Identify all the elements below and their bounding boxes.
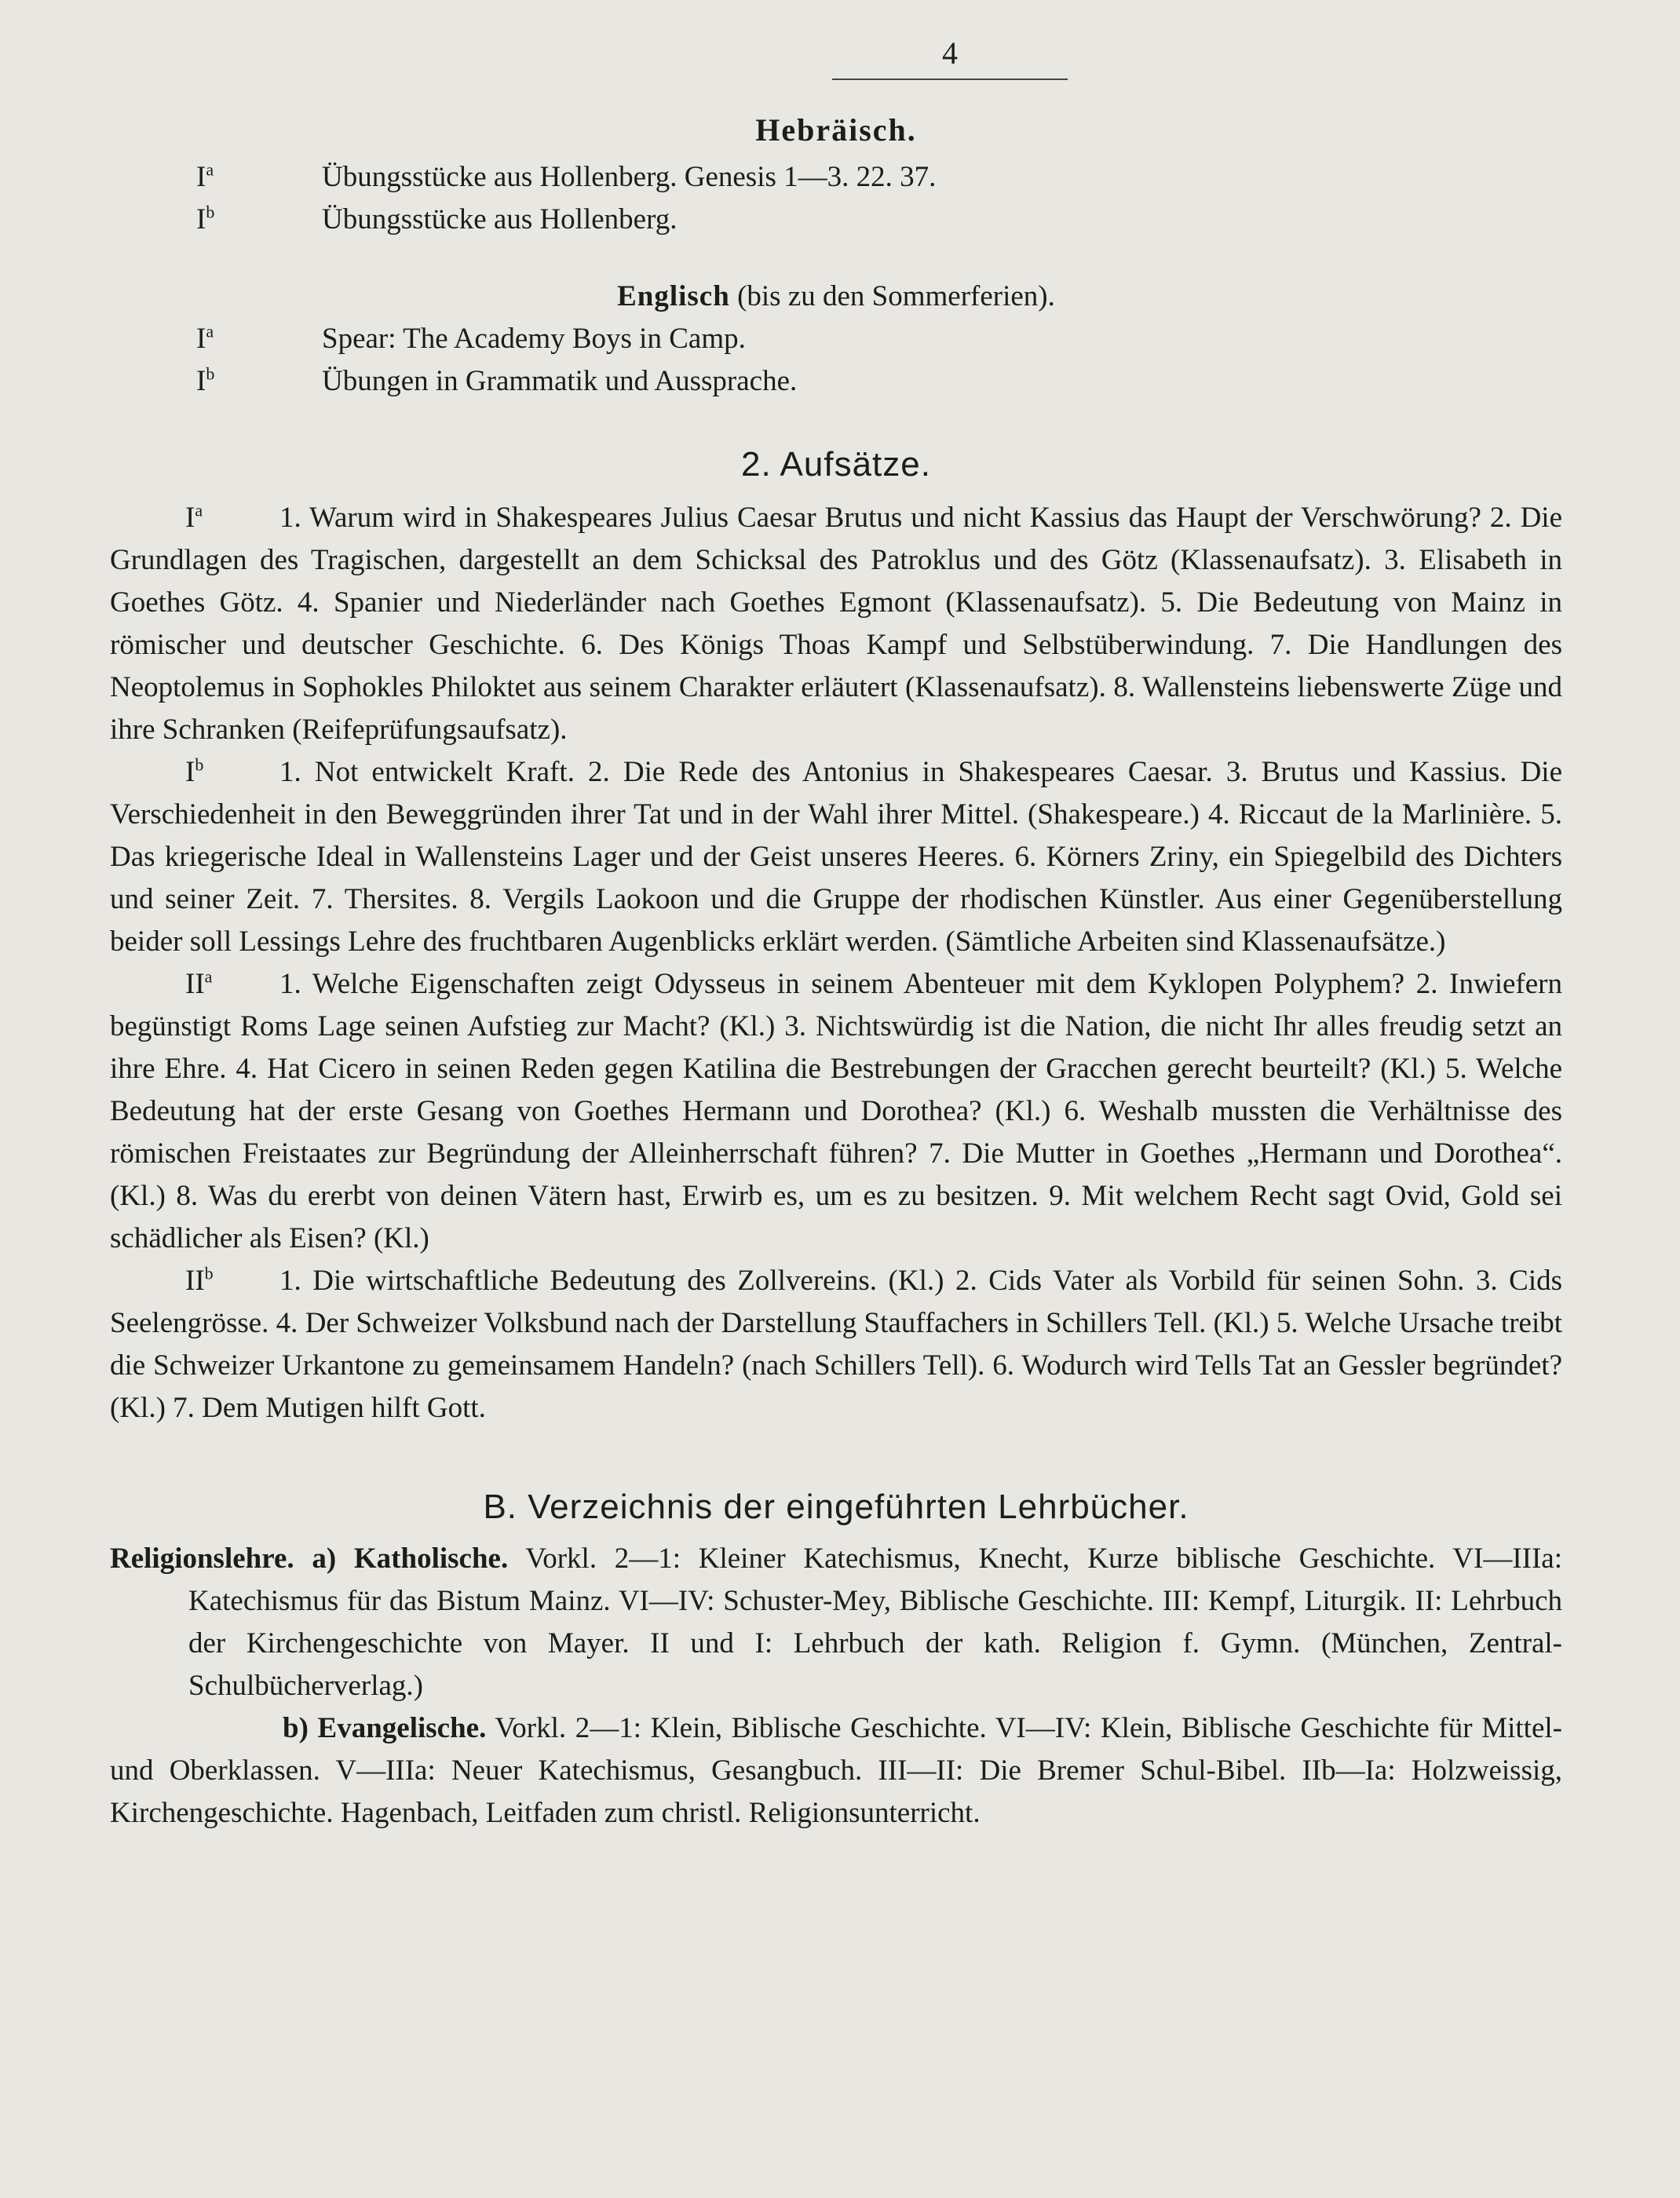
englisch-row xyxy=(110,360,1562,403)
page-number: 4 xyxy=(832,31,1068,80)
row-text: Übungen in Grammatik und Aussprache. xyxy=(322,365,798,397)
class-label: $I^b$ xyxy=(196,202,215,236)
englisch-row xyxy=(110,318,1562,360)
class-label: $II^a$ xyxy=(185,966,213,1000)
aufsatz-paragraph: $I^a$ 1. Warum wird in Shakespeares Julius Caesar Brutus und nicht Kassius das Haupt der Verschwörung? 2. Die Grundlagen des Tragischen, dargestellt an dem Schicksal des Patroklus und des Götz (Klassenaufsatz). 3. Elisabeth in Goethes Götz. 4. Spanier und Niederländer nach Goethes Egmont (Klassenaufsatz). 5. Die Bedeutung von Mainz in römischer und deutscher Geschichte. 6. Des Königs Thoas Kampf und Selbstüberwindung. 7. Die Handlungen des Neoptolemus in Sophokles Philoktet aus seinem Charakter erläutert (Klassenaufsatz). 8. Wallensteins liebenswerte Züge und ihre Schranken (Reifeprüfungsaufsatz). xyxy=(110,497,1562,751)
religion-katholisch-paragraph xyxy=(110,1538,1562,1707)
class-label: $II^b$ xyxy=(185,1263,214,1297)
class-label: $I^a$ xyxy=(185,500,203,534)
hebraeisch-row xyxy=(110,156,1562,199)
aufsatz-paragraph: $II^b$ 1. Die wirtschaftliche Bedeutung des Zollvereins. (Kl.) 2. Cids Vater als Vorbild für seinen Sohn. 3. Cids Seelengrösse. 4. Der Schweizer Volksbund nach der Darstellung Stauffachers in Schillers Tell. (Kl.) 5. Welche Ursache treibt die Schweizer Urkantone zu gemeinsamem Handeln? (nach Schillers Tell). 6. Wodurch wird Tells Tat an Gessler begründet? (Kl.) 7. Dem Mutigen hilft Gott. xyxy=(110,1260,1562,1429)
aufsatz-paragraph: $I^b$ 1. Not entwickelt Kraft. 2. Die Rede des Antonius in Shakespeares Caesar. 3. Brutus und Kassius. Die Verschiedenheit in den Beweggründen ihrer Tat und in der Wahl ihrer Mittel. (Shakespeare.) 4. Riccaut de la Marlinière. 5. Das kriegerische Ideal in Wallensteins Lager und der Geist unseres Heeres. 6. Körners Zriny, ein Spiegelbild des Dichters und seiner Zeit. 7. Thersites. 8. Vergils Laokoon und die Gruppe der rhodischen Künstler. Aus einer Gegenüberstellung beider soll Lessings Lehre des fruchtbaren Augenblicks erklärt werden. (Sämtliche Arbeiten sind Klassenaufsätze.) xyxy=(110,751,1562,963)
class-label: $I^a$ xyxy=(196,321,214,355)
religion-evangelisch-paragraph xyxy=(110,1707,1562,1835)
class-label: $I^b$ xyxy=(196,363,215,397)
section-title-hebraeisch: Hebräisch. xyxy=(755,112,917,148)
evangelisch-label: b) Evangelische. xyxy=(283,1712,487,1744)
section-title-lehrbuecher: B. Verzeichnis der eingeführten Lehrbücher. xyxy=(483,1488,1189,1526)
aufsatz-paragraph: $II^a$ 1. Welche Eigenschaften zeigt Odysseus in seinem Abenteuer mit dem Kyklopen Polyphem? 2. Inwiefern begünstigt Roms Lage seinen Aufstieg zur Macht? (Kl.) 3. Nichtswürdig ist die Nation, die nicht Ihr alles freudig setzt an ihre Ehre. 4. Hat Cicero in seinen Reden gegen Katilina die Bestrebungen der Gracchen gerecht beurteilt? (Kl.) 5. Welche Bedeutung hat der erste Gesang von Goethes Hermann und Dorothea? (Kl.) 6. Weshalb mussten die Verhältnisse des römischen Freistaates zur Begründung der Alleinherrschaft führen? 7. Die Mutter in Goethes „Hermann und Dorothea“. (Kl.) 8. Was du ererbt von deinen Vätern hast, Erwirb es, um es zu besitzen. 9. Mit welchem Recht sagt Ovid, Gold sei schädlicher als Eisen? (Kl.) xyxy=(110,963,1562,1260)
row-text: Spear: The Academy Boys in Camp. xyxy=(322,323,746,355)
row-text: Übungsstücke aus Hollenberg. xyxy=(322,203,677,236)
katholisch-label: a) Katholische. xyxy=(312,1543,509,1575)
class-label: $I^b$ xyxy=(185,754,204,788)
religion-label: Religionslehre. xyxy=(110,1543,294,1575)
section-title-englisch: Englisch (bis zu den Sommerferien). xyxy=(617,280,1055,312)
katholisch-text: Vorkl. 2—1: Kleiner Katechismus, Knecht, Kurze biblische Geschichte. VI—IIIa: Katechismus für das Bistum Mainz. VI—IV: Schuster-Mey, Biblische Geschichte. III: Kempf, Liturgik. II: Lehrbuch der Kirchengeschichte von Mayer. II und I: Lehrbuch der kath. Religion f. Gymn. (München, Zentral-Schulbücherverlag.) xyxy=(188,1543,1563,1702)
class-label: $I^a$ xyxy=(196,159,214,193)
hebraeisch-row xyxy=(110,199,1562,241)
evangelisch-text: Vorkl. 2—1: Klein, Biblische Geschichte. VI—IV: Klein, Biblische Geschichte für Mittel- und Oberklassen. V—IIIa: Neuer Katechismus, Gesangbuch. III—II: Die Bremer Schul-Bibel. IIb—Ia: Holzweissig, Kirchengeschichte. Hagenbach, Leitfaden zum christl. Religionsunterricht. xyxy=(110,1712,1562,1829)
section-title-aufsaetze: 2. Aufsätze. xyxy=(741,445,931,484)
row-text: Übungsstücke aus Hollenberg. Genesis 1—3. 22. 37. xyxy=(322,161,937,193)
